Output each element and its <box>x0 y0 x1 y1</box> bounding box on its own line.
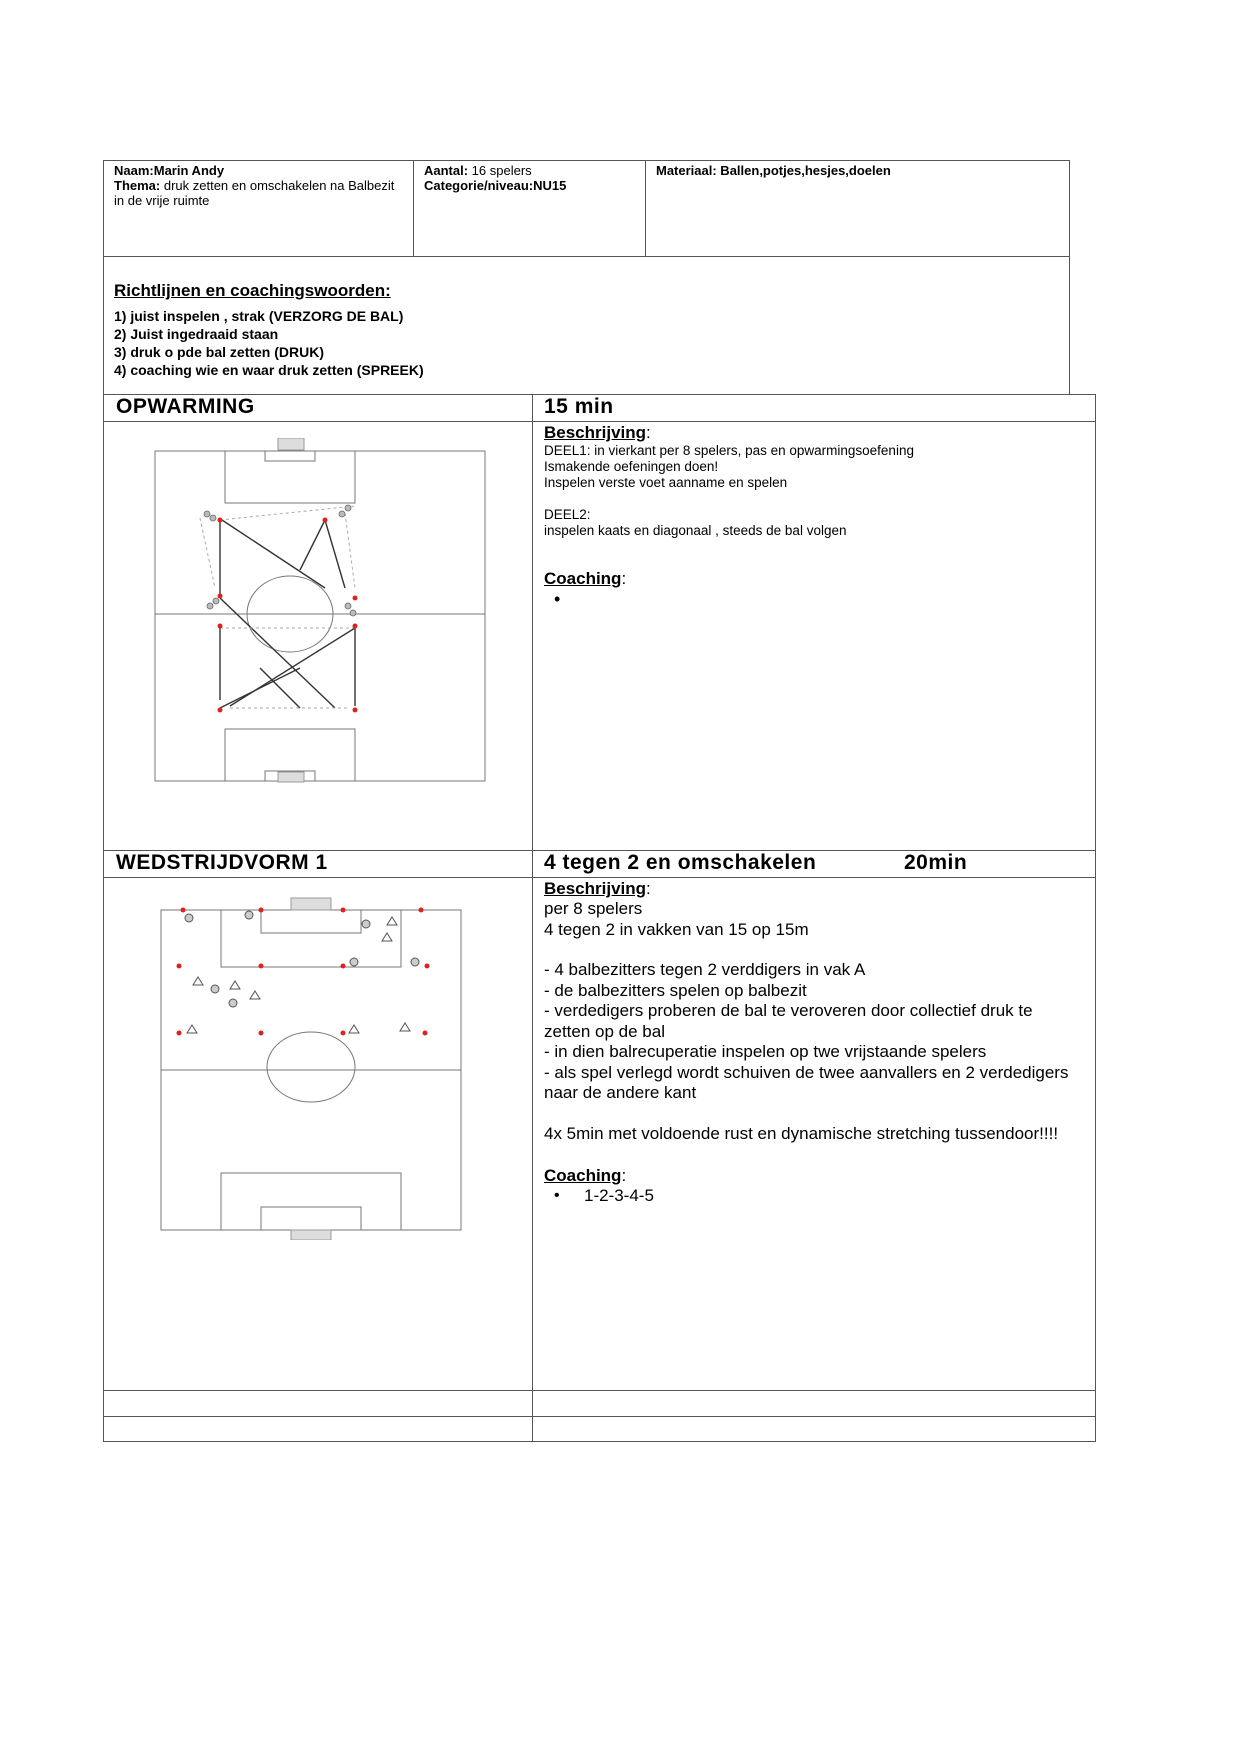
header-name-theme-cell <box>104 161 414 256</box>
game-field-diagram <box>159 895 469 1240</box>
row-divider <box>104 1390 1095 1391</box>
header-table <box>103 160 1070 257</box>
aantal-value: 16 spelers <box>468 163 532 178</box>
opwarming-description: Beschrijving: DEEL1: in vierkant per 8 spelers, pas en opwarmingsoefening Ismakende oefeningen doen! Inspelen verste voet aanname en spelen DEEL2: inspelen kaats en diagonaal , steeds de bal volgen Coaching: • <box>544 423 1085 610</box>
desc-line <box>544 1104 1081 1124</box>
row-divider <box>104 877 1095 878</box>
coaching-label: Coaching <box>544 1166 622 1185</box>
warmup-field-diagram <box>150 438 490 783</box>
guideline-item: 1) juist inspelen , strak (VERZORG DE BAL) <box>114 308 404 324</box>
desc-line: Ismakende oefeningen doen! <box>544 459 719 474</box>
desc-line: DEEL1: in vierkant per 8 spelers, pas en opwarmingsoefening <box>544 443 914 458</box>
desc-line <box>544 491 1085 507</box>
desc-line: - verdedigers proberen de bal te veroveren door collectief druk te zetten op de bal <box>544 1001 1033 1041</box>
header-material-cell <box>646 161 1069 256</box>
desc-line: - in dien balrecuperatie inspelen op twe vrijstaande spelers <box>544 1042 987 1061</box>
guideline-item: 2) Juist ingedraaid staan <box>114 326 279 342</box>
desc-line: 4 tegen 2 in vakken van 15 op 15m <box>544 919 809 939</box>
desc-line: 4x 5min met voldoende rust en dynamische stretching tussendoor!!!! <box>544 1123 1059 1143</box>
coaching-item: 1-2-3-4-5 <box>584 1186 654 1205</box>
desc-line: - als spel verlegd wordt schuiven de twee aanvallers en 2 verdedigers naar de andere kant <box>544 1062 1069 1102</box>
thema-label: Thema: <box>114 178 161 193</box>
thema-value: druk zetten en omschakelen na Balbezit in de vrije ruimte <box>114 178 395 208</box>
guidelines-section <box>103 257 1070 394</box>
opwarming-title: OPWARMING <box>116 395 255 418</box>
desc-line: DEEL2: <box>544 507 591 522</box>
naam-label: Naam: <box>114 163 154 178</box>
guidelines-title: Richtlijnen en coachingswoorden: <box>114 281 391 300</box>
desc-line: inspelen kaats en diagonaal , steeds de bal volgen <box>544 523 847 538</box>
row-divider <box>104 1416 1095 1417</box>
header-count-cell <box>414 161 646 256</box>
bullet-icon: • <box>554 589 561 609</box>
row-divider <box>104 421 1095 422</box>
guideline-item: 3) druk o pde bal zetten (DRUK) <box>114 344 325 360</box>
column-divider <box>532 395 533 1441</box>
desc-line: Inspelen verste voet aanname en spelen <box>544 475 788 490</box>
exercise-table <box>103 394 1096 1442</box>
naam-value: Marin Andy <box>153 163 225 178</box>
desc-line: per 8 spelers <box>544 899 643 918</box>
wedstrijdvorm-title: WEDSTRIJDVORM 1 <box>116 851 328 874</box>
opwarming-duration: 15 min <box>544 395 614 418</box>
coaching-label: Coaching <box>544 569 622 588</box>
wedstrijdvorm-duration: 20min <box>904 851 968 874</box>
aantal-label: Aantal: <box>424 163 469 178</box>
wedstrijdvorm-description: Beschrijving: per 8 spelers 4 tegen 2 in vakken van 15 op 15m - 4 balbezitters tegen 2 verddigers in vak A - de balbezitters spelen op balbezit - verdedigers proberen de bal te veroveren door collectief druk te zetten op de bal - in dien balrecuperatie inspelen op twe vrijstaande spelers - als spel verlegd wordt schuiven de twee aanvallers en 2 verdedigers naar de andere kant 4x 5min met voldoende rust en dynamische stretching tussendoor!!!! Coaching: • 1-2-3-4-5 <box>544 879 1081 1207</box>
desc-line <box>544 940 1081 960</box>
guideline-item: 4) coaching wie en waar druk zetten (SPREEK) <box>114 362 424 378</box>
beschrijving-label: Beschrijving <box>544 423 647 442</box>
desc-line: - 4 balbezitters tegen 2 verddigers in vak A <box>544 960 866 979</box>
bullet-icon: • <box>554 1187 560 1204</box>
wedstrijdvorm-subtitle: 4 tegen 2 en omschakelen <box>544 851 817 874</box>
materiaal-text: Materiaal: Ballen,potjes,hesjes,doelen <box>656 163 891 178</box>
categorie-text: Categorie/niveau:NU15 <box>424 178 567 193</box>
beschrijving-label: Beschrijving <box>544 879 647 898</box>
desc-line: - de balbezitters spelen op balbezit <box>544 980 807 1000</box>
